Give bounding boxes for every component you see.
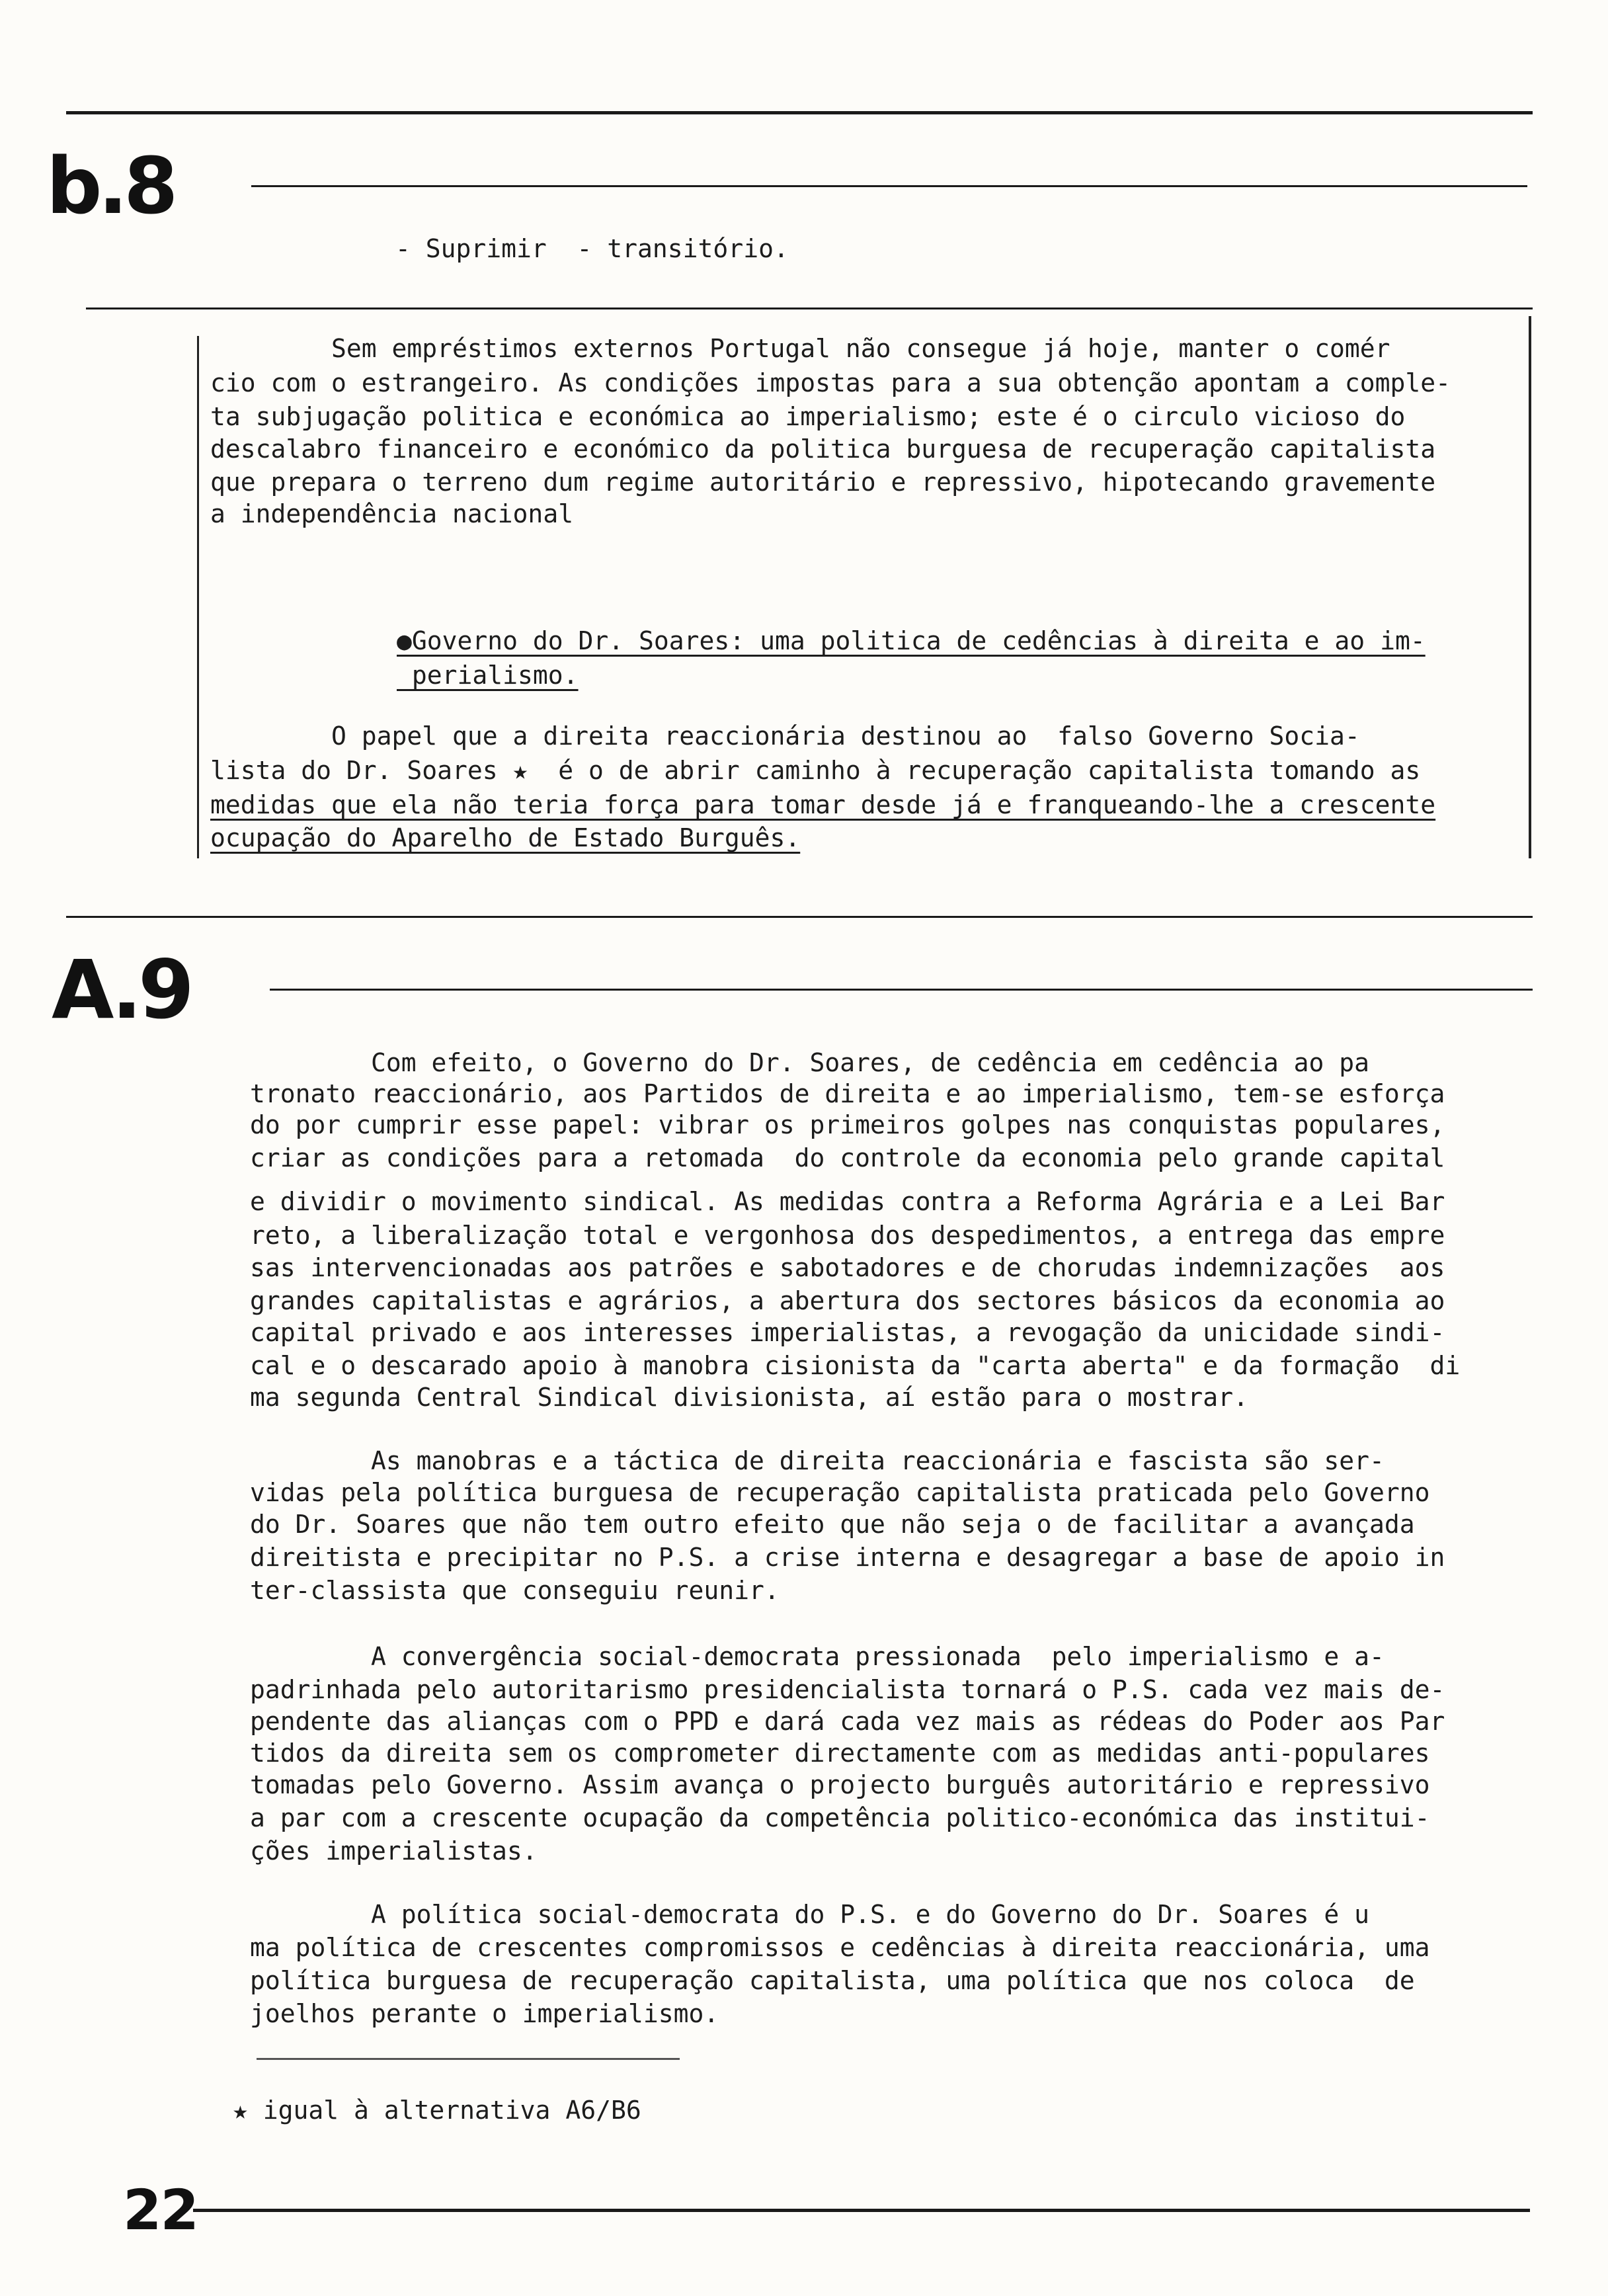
page-number: 22 bbox=[123, 2178, 198, 2242]
text-line: ta subjugação politica e económica ao imperialismo; este é o circulo vicioso do bbox=[210, 402, 1406, 431]
text-line: pendente das alianças com o PPD e dará cada vez mais as rédeas do Poder aos Par bbox=[250, 1707, 1445, 1736]
text-line: ções imperialistas. bbox=[250, 1836, 538, 1866]
section-heading-a9: A.9 bbox=[52, 943, 190, 1037]
text-line: A convergência social-democrata pressionada pelo imperialismo e a- bbox=[250, 1642, 1385, 1671]
b8-heading-rule bbox=[251, 185, 1527, 187]
text-line: do Dr. Soares que não tem outro efeito que não seja o de facilitar a avançada bbox=[250, 1510, 1415, 1539]
bottom-rule bbox=[193, 2209, 1530, 2212]
text-line: Sem empréstimos externos Portugal não consegue já hoje, manter o comér bbox=[210, 334, 1390, 363]
text-line: ma política de crescentes compromissos e cedências à direita reaccionária, uma bbox=[250, 1933, 1430, 1962]
b8-box-top-rule bbox=[86, 308, 1533, 309]
text-line: e dividir o movimento sindical. As medidas contra a Reforma Agrária e a Lei Bar bbox=[250, 1187, 1445, 1216]
top-rule bbox=[66, 111, 1533, 114]
text-line: padrinhada pelo autoritarismo presidencialista tornará o P.S. cada vez mais de- bbox=[250, 1675, 1445, 1704]
footnote-separator bbox=[257, 2058, 680, 2060]
text-line: cio com o estrangeiro. As condições impostas para a sua obtenção apontam a comple- bbox=[210, 368, 1451, 397]
text-line: perialismo. bbox=[397, 661, 579, 690]
text-line: a independência nacional bbox=[210, 499, 574, 528]
text-line: lista do Dr. Soares ★ é o de abrir caminho à recuperação capitalista tomando as bbox=[210, 756, 1421, 785]
text-line: ma segunda Central Sindical divisionista, aí estão para o mostrar. bbox=[250, 1383, 1248, 1412]
text-line: que prepara o terreno dum regime autoritário e repressivo, hipotecando gravemente bbox=[210, 468, 1436, 497]
text-line: As manobras e a táctica de direita reaccionária e fascista são ser- bbox=[250, 1446, 1385, 1475]
text-line: ocupação do Aparelho de Estado Burguês. bbox=[210, 823, 801, 852]
section-heading-b8: b.8 bbox=[46, 140, 175, 231]
text-line: ●Governo do Dr. Soares: uma politica de cedências à direita e ao im- bbox=[397, 626, 1426, 655]
text-line: sas intervencionadas aos patrões e sabotadores e de chorudas indemnizações aos bbox=[250, 1253, 1445, 1282]
text-line: reto, a liberalização total e vergonhosa dos despedimentos, a entrega das empre bbox=[250, 1221, 1445, 1250]
a9-heading-rule bbox=[270, 989, 1533, 991]
text-line: política burguesa de recuperação capitalista, uma política que nos coloca de bbox=[250, 1966, 1415, 1995]
text-line: descalabro financeiro e económico da politica burguesa de recuperação capitalista bbox=[210, 434, 1436, 464]
text-line: vidas pela política burguesa de recuperação capitalista praticada pelo Governo bbox=[250, 1478, 1430, 1507]
text-line: medidas que ela não teria força para tomar desde já e franqueando-lhe a crescente bbox=[210, 790, 1436, 819]
text-line: criar as condições para a retomada do controle da economia pelo grande capital bbox=[250, 1143, 1445, 1172]
text-line: capital privado e aos interesses imperialistas, a revogação da unicidade sindi- bbox=[250, 1318, 1445, 1347]
text-line: O papel que a direita reaccionária destinou ao falso Governo Socia- bbox=[210, 721, 1360, 751]
text-line: tidos da direita sem os comprometer directamente com as medidas anti-populares bbox=[250, 1739, 1430, 1768]
text-line: tronato reaccionário, aos Partidos de direita e ao imperialismo, tem-se esforça bbox=[250, 1079, 1445, 1108]
text-line: ter-classista que conseguiu reunir. bbox=[250, 1576, 780, 1605]
text-line: A política social-democrata do P.S. e do Governo do Dr. Soares é u bbox=[250, 1900, 1369, 1929]
text-line: direitista e precipitar no P.S. a crise interna e desagregar a base de apoio in bbox=[250, 1543, 1445, 1572]
text-line: joelhos perante o imperialismo. bbox=[250, 1999, 719, 2028]
text-line: grandes capitalistas e agrários, a abertura dos sectores básicos da economia ao bbox=[250, 1286, 1445, 1315]
text-line: do por cumprir esse papel: vibrar os primeiros golpes nas conquistas populares, bbox=[250, 1110, 1445, 1139]
text-line: tomadas pelo Governo. Assim avança o projecto burguês autoritário e repressivo bbox=[250, 1770, 1430, 1799]
footnote: ★ igual à alternativa A6/B6 bbox=[233, 2096, 641, 2125]
b8-box-left-border bbox=[197, 336, 199, 858]
text-line: a par com a crescente ocupação da competência politico-económica das institui- bbox=[250, 1803, 1430, 1832]
b8-box-bottom-rule bbox=[66, 916, 1533, 918]
b8-instruction: - Suprimir - transitório. bbox=[395, 234, 789, 263]
b8-box-right-border bbox=[1529, 316, 1531, 858]
text-line: cal e o descarado apoio à manobra cisionista da "carta aberta" e da formação di bbox=[250, 1351, 1461, 1380]
text-line: Com efeito, o Governo do Dr. Soares, de cedência em cedência ao pa bbox=[250, 1048, 1369, 1077]
